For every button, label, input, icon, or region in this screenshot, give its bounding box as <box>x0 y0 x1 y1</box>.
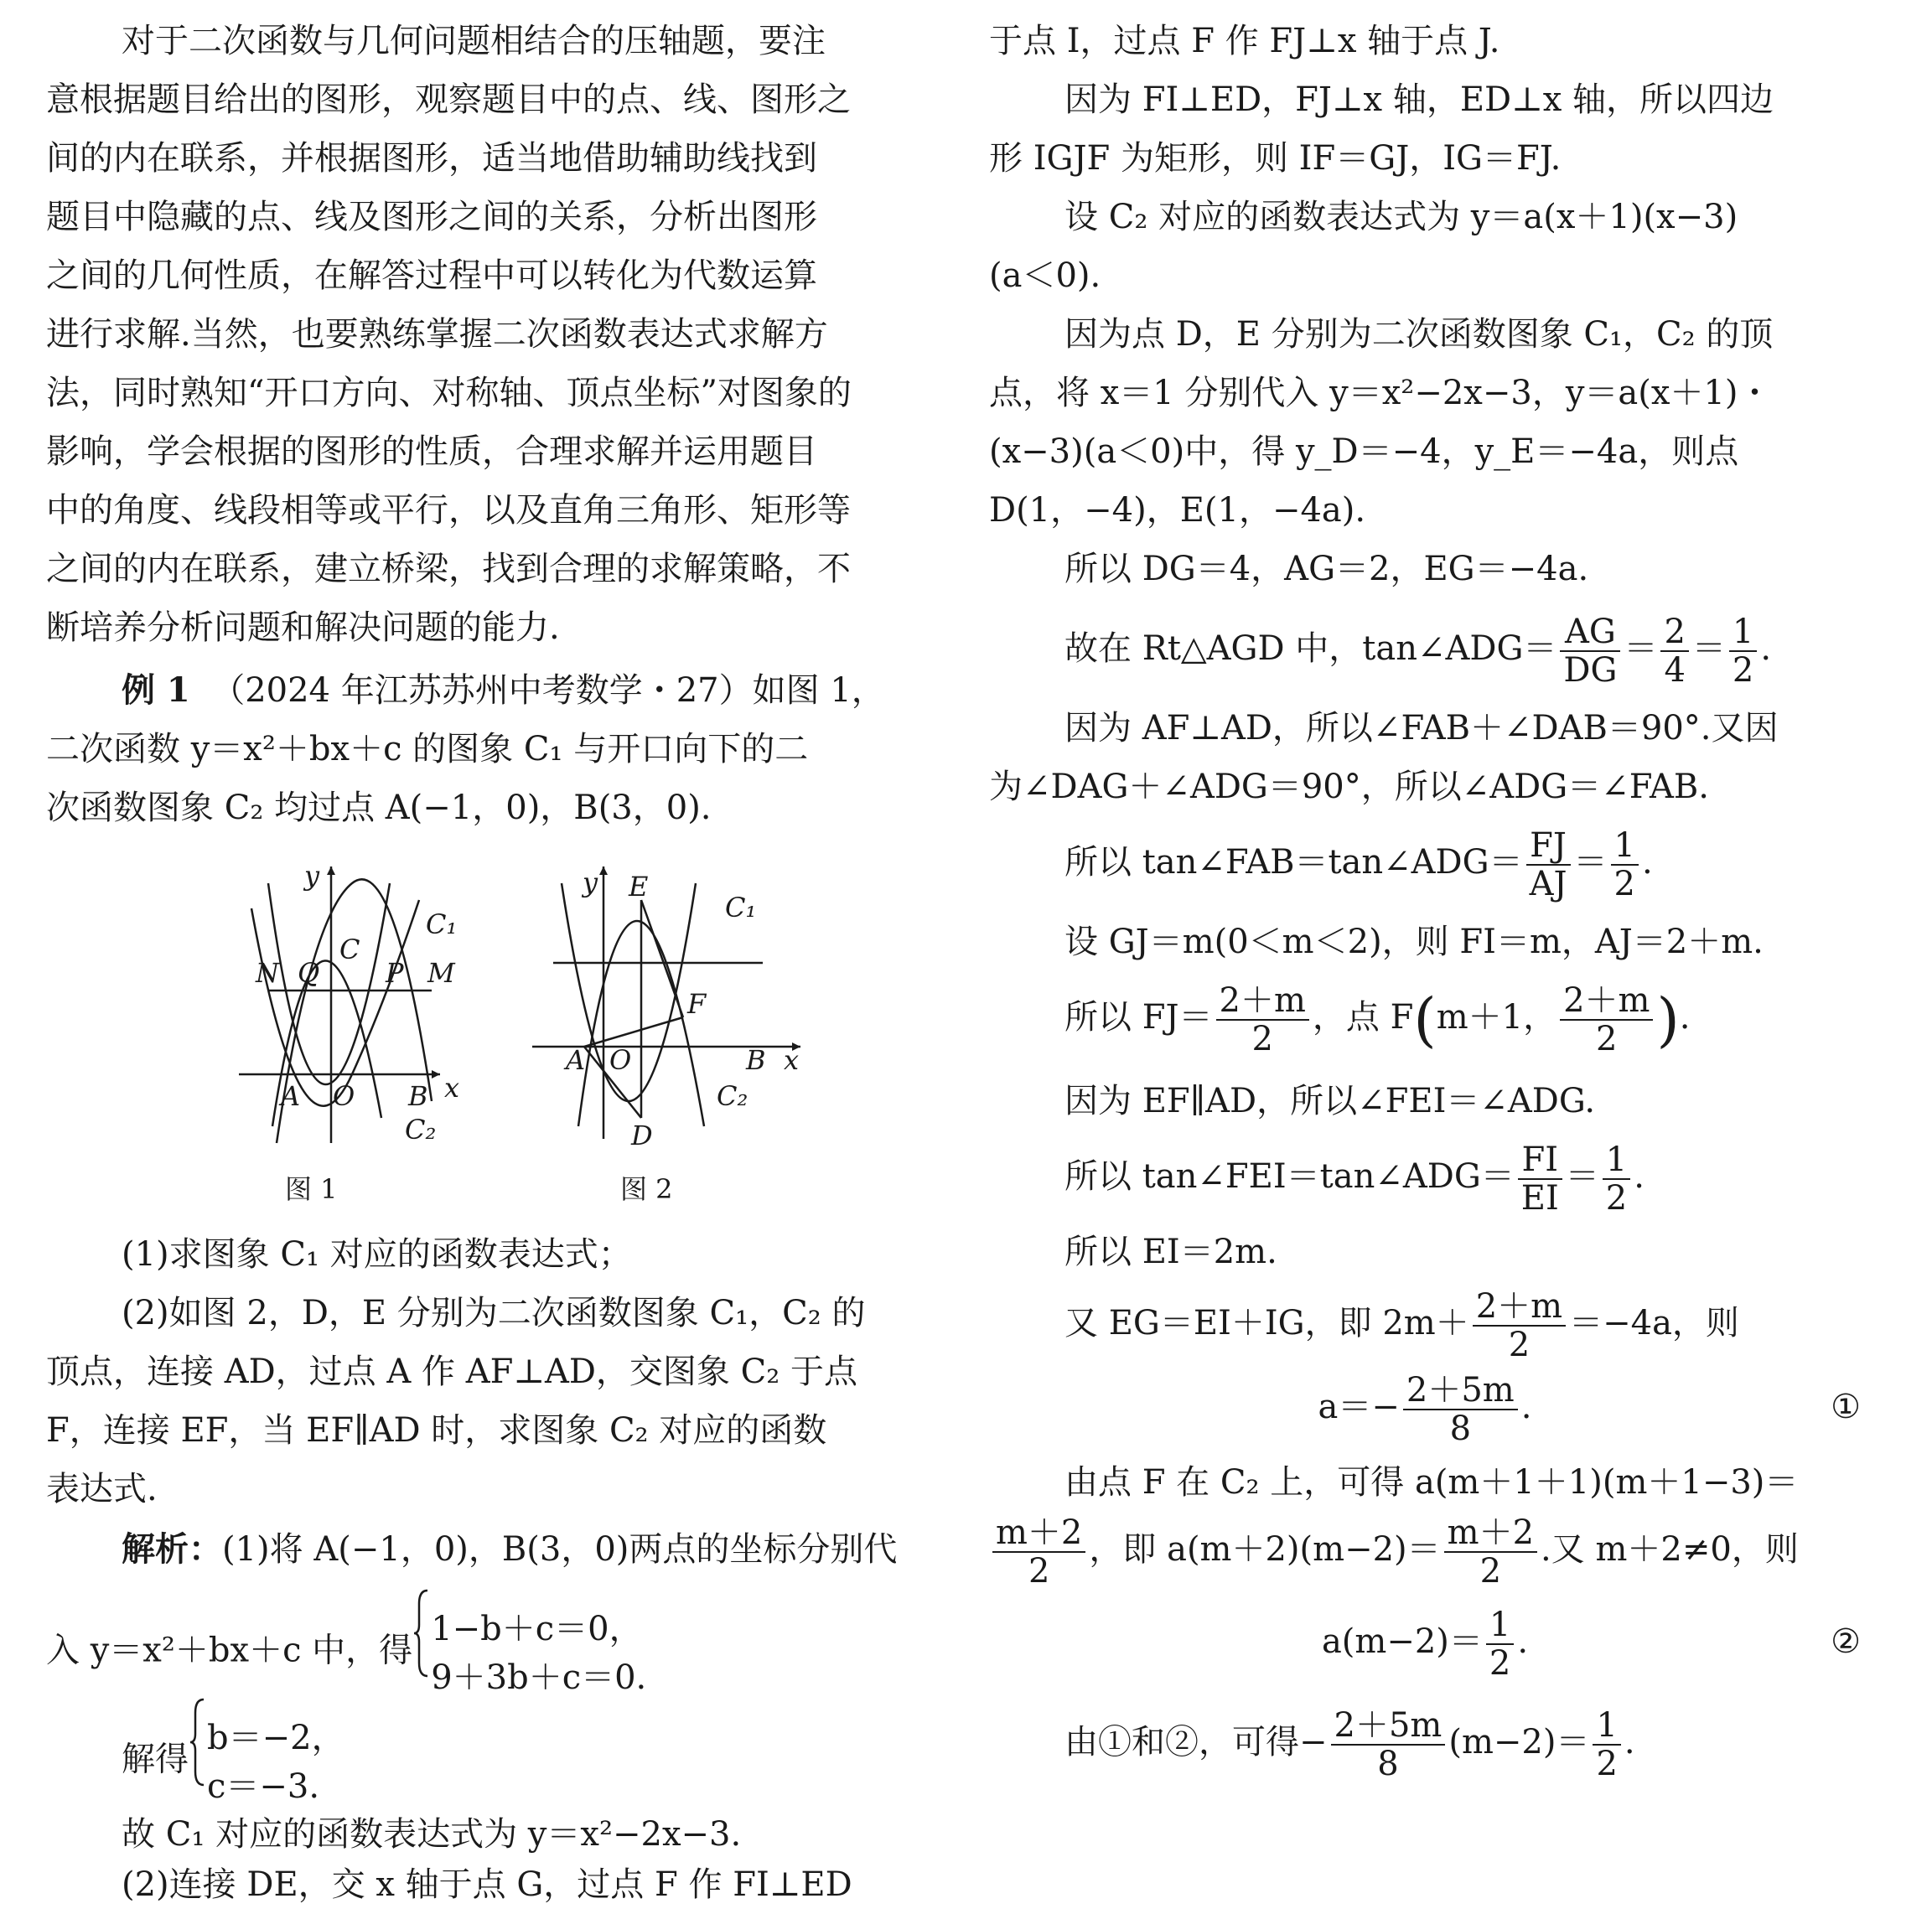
fraction: $\frac{2+5m}{8}$ <box>1403 1372 1518 1447</box>
label-c2: C₂ <box>717 1080 748 1112</box>
system1-eq2: 9＋3b＋c＝0. <box>431 1658 647 1697</box>
fc2-suffix: .又 m＋2≠0，则 <box>1541 1530 1799 1569</box>
fj-line: 所以 FJ＝ $\frac{2+m}{2}$ ，点 F(m＋1， $\frac{2+m}{2}$ ). <box>1064 981 1691 1058</box>
question-line: (1)求图象 C₁ 对应的函数表达式； <box>122 1235 632 1274</box>
combine-mid: (m−2)＝ <box>1448 1723 1590 1761</box>
label-a: A <box>281 1080 301 1112</box>
figure-2-graph <box>532 850 817 1160</box>
intro-line: 意根据题目给出的图形，观察题目中的点、线、图形之 <box>46 80 851 119</box>
label-m: M <box>427 957 455 989</box>
fraction: $\frac{m+2}{2}$ <box>1444 1514 1537 1590</box>
segment-ef <box>641 900 683 1017</box>
text-line: 因为 FI⊥ED，FJ⊥x 轴，ED⊥x 轴，所以四边 <box>1064 80 1774 119</box>
question-line: 顶点，连接 AD，过点 A 作 AF⊥AD，交图象 C₂ 于点 <box>46 1353 857 1391</box>
fc2-line <box>989 1512 1861 1591</box>
label-y: y <box>583 866 598 898</box>
label-c: C <box>339 934 360 965</box>
intro-line: 影响，学会根据的图形的性质，合理求解并运用题目 <box>46 432 817 471</box>
fraction: $\frac{AG}{DG}$ <box>1560 613 1620 689</box>
part2-line: (2)连接 DE，交 x 轴于点 G，过点 F 作 FI⊥ED <box>122 1865 852 1904</box>
intro-line: 之间的几何性质，在解答过程中可以转化为代数运算 <box>46 256 817 295</box>
label-a: A <box>566 1044 586 1076</box>
text-line: D(1，−4)，E(1，−4a). <box>989 491 1366 530</box>
intro-line: 断培养分析问题和解决问题的能力. <box>46 608 560 647</box>
equation-system-1 <box>431 1605 646 1702</box>
system2-eq1: b＝−2， <box>207 1718 345 1757</box>
combine-line: 由①和②，可得− $\frac{2+5m}{8}$ (m−2)＝ $\frac{1}{2}$ . <box>1064 1706 1635 1783</box>
x-arrow <box>432 1070 440 1079</box>
label-x: x <box>784 1044 800 1076</box>
equation-tag-2: ② <box>1831 1622 1861 1661</box>
tan-adg-prefix: 故在 Rt△AGD 中，tan∠ADG＝ <box>1064 629 1557 668</box>
fj-prefix: 所以 FJ＝ <box>1064 998 1213 1037</box>
text-line: 点，将 x＝1 分别代入 y＝x²−2x−3，y＝a(x＋1)・ <box>989 374 1772 412</box>
tan-fab-prefix: 所以 tan∠FAB＝tan∠ADG＝ <box>1064 843 1523 882</box>
eq1-prefix: a＝− <box>1318 1388 1400 1426</box>
fraction: $\frac{1}{2}$ <box>1486 1606 1514 1682</box>
eg-prefix: 又 EG＝EI＋IG，即 2m＋ <box>1064 1304 1469 1342</box>
label-n: N <box>256 957 279 989</box>
label-o: O <box>609 1044 632 1076</box>
text-line: 为∠DAG＋∠ADG＝90°，所以∠ADG＝∠FAB. <box>989 768 1709 806</box>
point-f-x: m＋1， <box>1436 998 1557 1037</box>
label-b: B <box>408 1080 428 1112</box>
text-line: 于点 I，过点 F 作 FJ⊥x 轴于点 J. <box>989 22 1500 60</box>
label-p: P <box>386 957 404 989</box>
solve-prefix: 解得 <box>122 1740 189 1779</box>
question-line: 表达式. <box>46 1470 158 1508</box>
equation-1: a＝− $\frac{2+5m}{8}$ . ① <box>1318 1371 1861 1448</box>
example-label: 例 1 <box>122 670 190 710</box>
solution-label: 解析： <box>122 1529 222 1569</box>
fraction: $\frac{2+m}{2}$ <box>1216 982 1309 1058</box>
label-o: O <box>333 1080 355 1112</box>
tan-fei-prefix: 所以 tan∠FEI＝tan∠ADG＝ <box>1064 1157 1515 1196</box>
label-e: E <box>629 871 649 903</box>
label-c1: C₁ <box>725 892 757 923</box>
fraction: $\frac{FI}{EI}$ <box>1518 1141 1562 1217</box>
question-line: F，连接 EF，当 EF∥AD 时，求图象 C₂ 对应的函数 <box>46 1411 827 1450</box>
text-line: 设 C₂ 对应的函数表达式为 y＝a(x＋1)(x−3) <box>1064 198 1738 236</box>
example-line: 二次函数 y＝x²＋bx＋c 的图象 C₁ 与开口向下的二 <box>46 730 809 768</box>
intro-line: 进行求解.当然，也要熟练掌握二次函数表达式求解方 <box>46 315 828 354</box>
fraction: $\frac{2+m}{2}$ <box>1473 1288 1566 1363</box>
tan-fei-line: 所以 tan∠FEI＝tan∠ADG＝ $\frac{FI}{EI}$ ＝ $\frac{1}{2}$ . <box>1064 1141 1645 1218</box>
fc2-mid: ，即 a(m＋2)(m−2)＝ <box>1089 1530 1441 1569</box>
text-line: 形 IGJF 为矩形，则 IF＝GJ，IG＝FJ. <box>989 139 1562 178</box>
eg-suffix: ＝−4a，则 <box>1569 1304 1739 1342</box>
eg-line <box>989 1285 1861 1364</box>
solve-system-line <box>46 1696 918 1806</box>
solution-sub-prefix: 入 y＝x²＋bx＋c 中，得 <box>46 1631 413 1670</box>
example-header <box>46 661 918 720</box>
intro-line: 间的内在联系，并根据图形，适当地借助辅助线找到 <box>46 139 817 178</box>
fraction: $\frac{FJ}{AJ}$ <box>1526 827 1571 903</box>
eq2-prefix: a(m−2)＝ <box>1321 1622 1483 1661</box>
text-line: (a＜0). <box>989 256 1101 295</box>
label-q: Q <box>298 957 320 989</box>
label-b: B <box>746 1044 766 1076</box>
equation-tag-1: ① <box>1831 1388 1861 1426</box>
intro-line: 题目中隐藏的点、线及图形之间的关系，分析出图形 <box>46 198 817 236</box>
text-line: 由点 F 在 C₂ 上，可得 a(m＋1＋1)(m＋1−3)＝ <box>1064 1463 1799 1502</box>
example-text: （2024 年江苏苏州中考数学・27）如图 1， <box>211 671 885 710</box>
fraction: $\frac{2}{4}$ <box>1660 613 1688 689</box>
example-line: 次函数图象 C₂ 均过点 A(−1，0)，B(3，0). <box>46 789 712 827</box>
text-line: 所以 EI＝2m. <box>1064 1233 1277 1271</box>
text-line: 因为 AF⊥AD，所以∠FAB＋∠DAB＝90°.又因 <box>1064 709 1779 747</box>
fraction: $\frac{1}{2}$ <box>1593 1707 1620 1782</box>
solution-text: (1)将 A(−1，0)，B(3，0)两点的坐标分别代 <box>222 1530 898 1569</box>
tan-fab-line: 所以 tan∠FAB＝tan∠ADG＝ $\frac{FJ}{AJ}$ ＝ $\frac{1}{2}$ . <box>1064 826 1653 903</box>
fraction: $\frac{1}{2}$ <box>1611 827 1639 903</box>
label-c1: C₁ <box>426 908 458 940</box>
point-f-prefix: ，点 F <box>1312 998 1414 1037</box>
fraction: $\frac{2+m}{2}$ <box>1560 982 1653 1058</box>
text-line: 因为 EF∥AD，所以∠FEI＝∠ADG. <box>1064 1082 1596 1120</box>
figure-1-graph <box>189 850 490 1160</box>
question-line: (2)如图 2，D，E 分别为二次函数图象 C₁，C₂ 的 <box>122 1294 866 1332</box>
solution-system-line <box>46 1587 918 1697</box>
figure-1-caption: 图 1 <box>285 1173 338 1205</box>
text-line: 因为点 D，E 分别为二次函数图象 C₁，C₂ 的顶 <box>1064 315 1774 354</box>
segment-af <box>584 1017 683 1047</box>
system1-eq1: 1−b＋c＝0， <box>431 1609 643 1648</box>
figure-2-caption: 图 2 <box>620 1173 673 1205</box>
combine-prefix: 由①和②，可得− <box>1064 1723 1328 1761</box>
fraction: $\frac{2+5m}{8}$ <box>1331 1707 1446 1782</box>
equation-system-2 <box>207 1714 345 1811</box>
fraction: $\frac{1}{2}$ <box>1603 1141 1630 1217</box>
label-d: D <box>631 1120 653 1151</box>
text-line: 所以 DG＝4，AG＝2，EG＝−4a. <box>1064 550 1589 588</box>
y-arrow <box>327 866 335 875</box>
label-c2: C₂ <box>405 1114 437 1146</box>
solution-header <box>46 1520 918 1579</box>
intro-line: 中的角度、线段相等或平行，以及直角三角形、矩形等 <box>46 491 851 530</box>
system2-eq2: c＝−3. <box>207 1767 320 1806</box>
fraction: $\frac{m+2}{2}$ <box>992 1514 1085 1590</box>
y-arrow <box>599 866 608 875</box>
label-f: F <box>687 988 707 1020</box>
text-line: 设 GJ＝m(0＜m＜2)，则 FI＝m，AJ＝2＋m. <box>1064 923 1764 961</box>
text-line: (x−3)(a＜0)中，得 y_D＝−4，y_E＝−4a，则点 <box>989 432 1739 471</box>
label-x: x <box>444 1072 460 1104</box>
label-y: y <box>304 860 320 892</box>
figure-1 <box>189 850 490 1160</box>
equation-2: a(m−2)＝ $\frac{1}{2}$ . ② <box>1321 1606 1861 1683</box>
tan-adg-line: 故在 Rt△AGD 中，tan∠ADG＝ $\frac{AG}{DG}$ ＝ $\frac{2}{4}$ ＝ $\frac{1}{2}$ . <box>1064 613 1772 690</box>
result-line: 故 C₁ 对应的函数表达式为 y＝x²−2x−3. <box>122 1815 742 1854</box>
intro-line: 对于二次函数与几何问题相结合的压轴题，要注 <box>122 22 826 60</box>
intro-line: 之间的内在联系，建立桥梁，找到合理的求解策略，不 <box>46 550 851 588</box>
fraction: $\frac{1}{2}$ <box>1729 613 1757 689</box>
intro-line: 法，同时熟知“开口方向、对称轴、顶点坐标”对图象的 <box>46 374 852 412</box>
figure-2 <box>532 850 817 1160</box>
